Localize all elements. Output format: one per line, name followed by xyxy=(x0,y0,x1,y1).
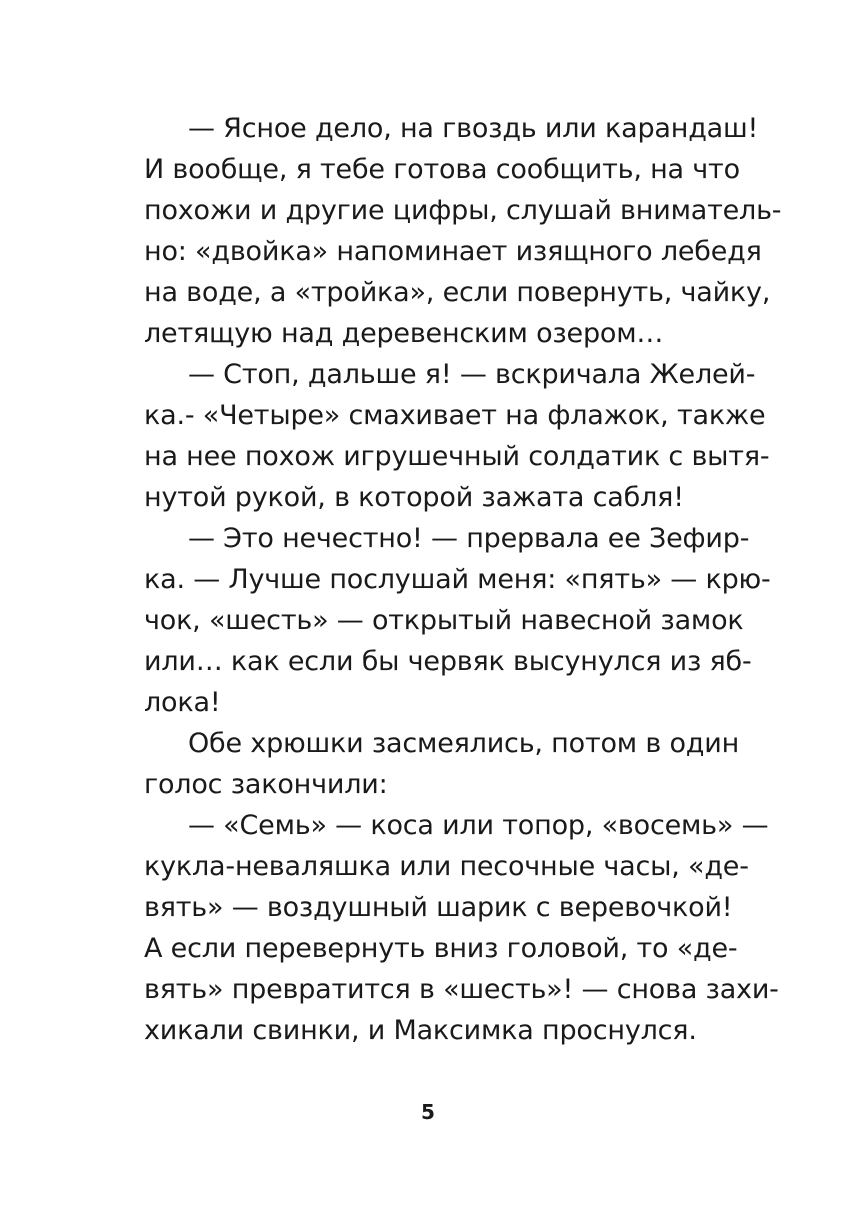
text-line: на нее похож игрушечный солдатик с вытя- xyxy=(144,441,770,472)
text-line: хикали свинки, и Максимка проснулся. xyxy=(144,1015,697,1046)
text-line: — Это нечестно! — прервала ее Зефир- xyxy=(188,523,750,554)
text-line: или… как если бы червяк высунулся из яб- xyxy=(144,646,752,677)
text-line: но: «двойка» напоминает изящного лебедя xyxy=(144,236,762,267)
page-body-text xyxy=(144,108,782,1051)
page-number: 5 xyxy=(421,1100,435,1124)
text-line: — «Семь» — коса или топор, «восемь» — xyxy=(188,810,769,841)
text-line: похожи и другие цифры, слушай вниматель- xyxy=(144,195,782,226)
text-line: летящую над деревенским озером… xyxy=(144,318,664,349)
text-line: лока! xyxy=(144,687,221,718)
text-line: чок, «шесть» — открытый навесной замок xyxy=(144,605,744,636)
text-line: — Ясное дело, на гвоздь или карандаш! xyxy=(188,113,759,144)
text-line: нутой рукой, в которой зажата сабля! xyxy=(144,482,684,513)
text-line: ка.- «Четыре» смахивает на флажок, также xyxy=(144,400,766,431)
text-line: Обе хрюшки засмеялись, потом в один xyxy=(188,728,740,759)
text-line: ка. — Лучше послушай меня: «пять» — крю- xyxy=(144,564,771,595)
text-line: вять» — воздушный шарик с веревочкой! xyxy=(144,892,733,923)
text-line: на воде, а «тройка», если повернуть, чайку, xyxy=(144,277,771,308)
text-line: голос закончили: xyxy=(144,769,388,800)
text-line: вять» превратится в «шесть»! — снова захи- xyxy=(144,974,779,1005)
text-line: — Стоп, дальше я! — вскричала Желей- xyxy=(188,359,756,390)
text-line: И вообще, я тебе готова сообщить, на что xyxy=(144,154,740,185)
text-line: кукла-неваляшка или песочные часы, «де- xyxy=(144,851,749,882)
text-line: А если перевернуть вниз головой, то «де- xyxy=(144,933,738,964)
